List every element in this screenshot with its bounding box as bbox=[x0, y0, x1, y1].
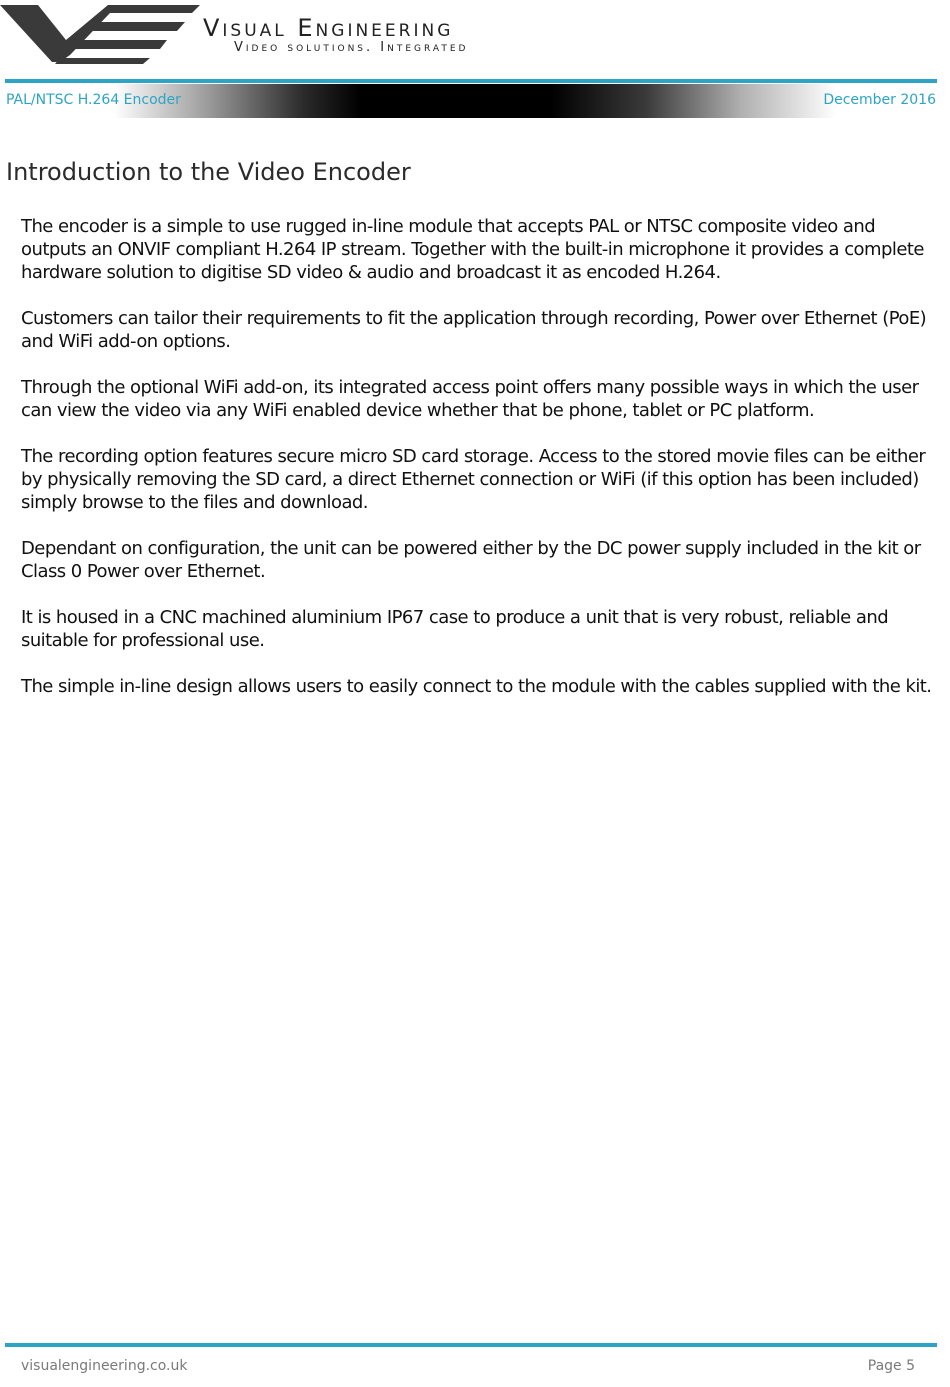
ve-logo-icon bbox=[0, 0, 210, 70]
paragraph: It is housed in a CNC machined aluminium IP67 case to produce a unit that is very robust, reliable and suitable for professional use. bbox=[21, 607, 889, 651]
header-rule bbox=[5, 79, 937, 83]
footer-rule bbox=[5, 1343, 937, 1347]
paragraph: The recording option features secure micro SD card storage. Access to the stored movie files can be either by physically removing the SD card, a direct Ethernet connection or WiFi (if this option has been included) simply browse to the files and download. bbox=[21, 446, 926, 513]
document-date: December 2016 bbox=[823, 92, 936, 108]
brand-name: Visual Engineering bbox=[203, 14, 454, 42]
paragraph: The simple in-line design allows users to easily connect to the module with the cables supplied with the kit. bbox=[21, 676, 932, 697]
paragraph: The encoder is a simple to use rugged in-line module that accepts PAL or NTSC composite video and outputs an ONVIF compliant H.264 IP stream. Together with the built-in microphone it provides a complete hardware solution to digitise SD video & audio and broadcast it as encoded H.264. bbox=[21, 216, 924, 283]
paragraph: Customers can tailor their requirements to fit the application through recording, Power over Ethernet (PoE) and WiFi add-on options. bbox=[21, 308, 927, 352]
document-title: PAL/NTSC H.264 Encoder bbox=[6, 92, 181, 108]
page-number: Page 5 bbox=[867, 1358, 915, 1374]
page-title: Introduction to the Video Encoder bbox=[6, 158, 411, 186]
brand-tagline: Video solutions. Integrated bbox=[234, 40, 469, 55]
paragraph: Through the optional WiFi add-on, its integrated access point offers many possible ways in which the user can view the video via any WiFi enabled device whether that be phone, tablet or PC platform. bbox=[21, 377, 919, 421]
body-text bbox=[21, 215, 933, 721]
paragraph: Dependant on configuration, the unit can be powered either by the DC power supply included in the kit or Class 0 Power over Ethernet. bbox=[21, 538, 921, 582]
footer-website: visualengineering.co.uk bbox=[21, 1358, 188, 1374]
